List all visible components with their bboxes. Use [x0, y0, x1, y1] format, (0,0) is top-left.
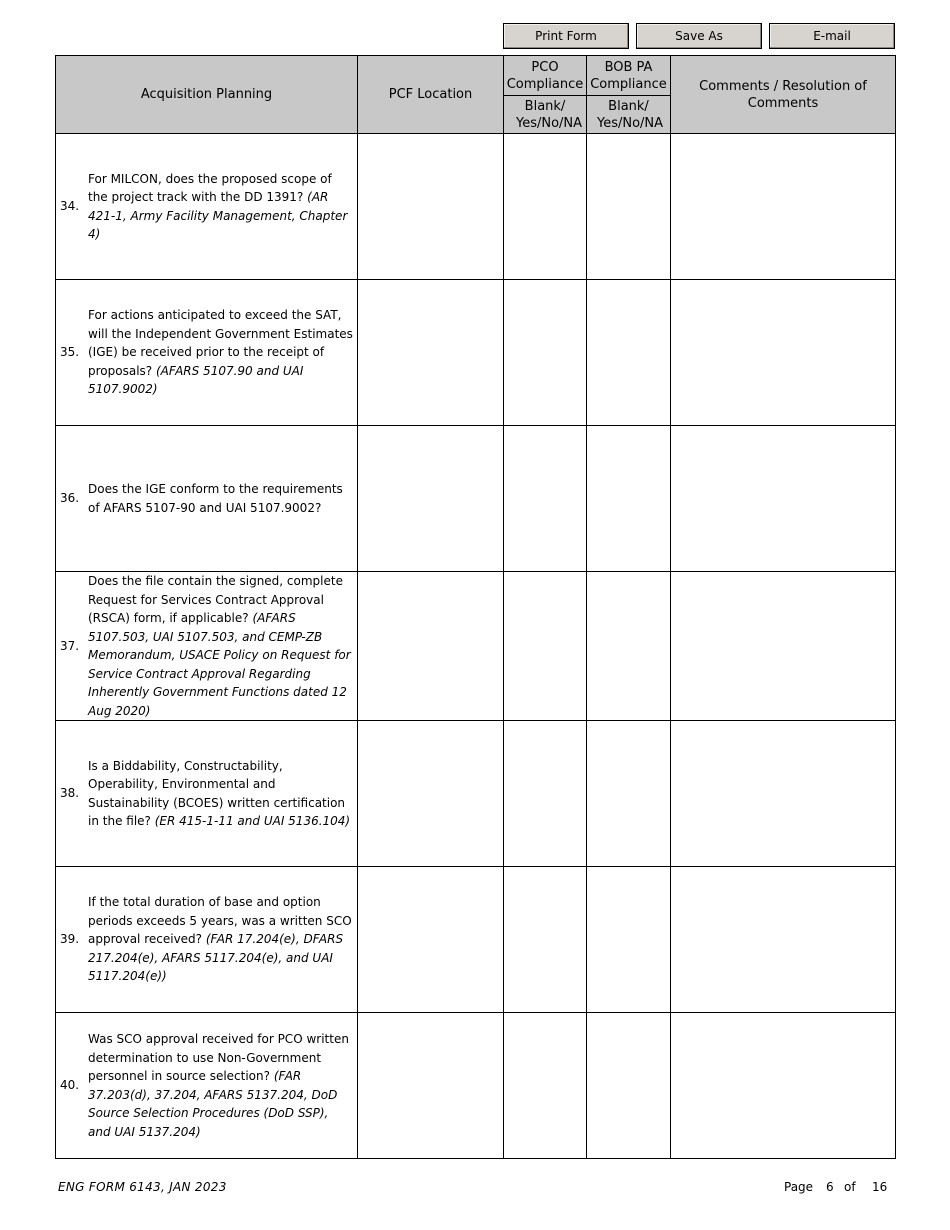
question-body: Does the IGE conform to the requirements of AFARS 5107-90 and UAI 5107.9002? — [88, 482, 343, 515]
of-label: of — [844, 1180, 856, 1194]
question-body: Does the file contain the signed, complete Request for Services Contract Approval (RSCA) form, if applicable? — [88, 574, 343, 625]
email-button[interactable]: E-mail — [769, 23, 895, 49]
pcf-location-field[interactable] — [358, 134, 504, 280]
question-citation: (FAR 17.204(e), DFARS 217.204(e), AFARS 5117.204(e), and UAI 5117.204(e)) — [88, 932, 344, 984]
header-bob-subheader: Blank/ Yes/No/NA — [587, 96, 671, 134]
pcf-location-field[interactable] — [358, 721, 504, 867]
question-text — [88, 757, 357, 831]
pcf-location-field[interactable] — [358, 280, 504, 426]
comments-field[interactable] — [671, 721, 896, 867]
question-citation: (AFARS 5107.503, UAI 5107.503, and CEMP-ZB Memorandum, USACE Policy on Request for Service Contract Approval Regarding Inherently Government Functions dated 12 Aug 2020) — [88, 611, 351, 718]
bob-pa-compliance-field[interactable] — [587, 280, 671, 426]
table-row — [56, 426, 896, 572]
question-cell — [56, 1013, 358, 1159]
table-row — [56, 572, 896, 721]
question-cell — [56, 134, 358, 280]
question-number: 36. — [60, 491, 80, 506]
pco-compliance-field[interactable] — [504, 1013, 587, 1159]
question-citation: (ER 415-1-11 and UAI 5136.104) — [154, 814, 351, 828]
page-total: 16 — [872, 1180, 888, 1194]
question-text — [88, 170, 357, 244]
question-cell — [56, 572, 358, 721]
comments-field[interactable] — [671, 426, 896, 572]
form-identifier: ENG FORM 6143, JAN 2023 — [58, 1180, 227, 1194]
question-text — [88, 480, 357, 517]
question-number: 40. — [60, 1078, 80, 1093]
header-pco-subheader: Blank/ Yes/No/NA — [504, 96, 587, 134]
table-row — [56, 1013, 896, 1159]
save-as-button[interactable]: Save As — [636, 23, 762, 49]
question-body: Is a Biddability, Constructability, Operability, Environmental and Sustainability (BCOES) written certification in the file? — [88, 758, 346, 828]
question-cell — [56, 721, 358, 867]
pco-compliance-field[interactable] — [504, 721, 587, 867]
question-body: If the total duration of base and option periods exceeds 5 years, was a written SCO approval received? — [88, 895, 352, 947]
table-row — [56, 867, 896, 1013]
header-pcf-location: PCF Location — [358, 56, 504, 134]
pcf-location-field[interactable] — [358, 867, 504, 1013]
question-body: For actions anticipated to exceed the SAT, will the Independent Government Estimates (IGE) be received prior to the receipt of proposals? — [88, 308, 353, 378]
question-text — [88, 893, 357, 986]
question-cell — [56, 867, 358, 1013]
bob-pa-compliance-field[interactable] — [587, 572, 671, 721]
question-cell — [56, 280, 358, 426]
question-citation: (FAR 37.203(d), 37.204, AFARS 5137.204, DoD Source Selection Procedures (DoD SSP), and UAI 5137.204) — [88, 1069, 338, 1139]
pco-compliance-field[interactable] — [504, 426, 587, 572]
page-number: 6 — [826, 1180, 834, 1194]
question-number: 39. — [60, 932, 80, 947]
question-number: 37. — [60, 638, 80, 653]
comments-field[interactable] — [671, 572, 896, 721]
acquisition-planning-table — [55, 55, 896, 1159]
question-citation: (AFARS 5107.90 and UAI 5107.9002) — [88, 363, 304, 397]
question-text — [88, 1030, 357, 1141]
print-form-button[interactable]: Print Form — [503, 23, 629, 49]
question-number: 35. — [60, 345, 80, 360]
question-number: 38. — [60, 786, 80, 801]
comments-field[interactable] — [671, 1013, 896, 1159]
pco-compliance-field[interactable] — [504, 134, 587, 280]
table-row — [56, 280, 896, 426]
table-row — [56, 134, 896, 280]
question-number: 34. — [60, 199, 80, 214]
pco-compliance-field[interactable] — [504, 572, 587, 721]
bob-pa-compliance-field[interactable] — [587, 867, 671, 1013]
question-text — [88, 306, 357, 399]
bob-pa-compliance-field[interactable] — [587, 1013, 671, 1159]
page-indicator — [784, 1180, 887, 1194]
pcf-location-field[interactable] — [358, 572, 504, 721]
pcf-location-field[interactable] — [358, 1013, 504, 1159]
page-label: Page — [784, 1180, 814, 1194]
pco-compliance-field[interactable] — [504, 280, 587, 426]
bob-pa-compliance-field[interactable] — [587, 426, 671, 572]
comments-field[interactable] — [671, 867, 896, 1013]
question-citation: (AR 421-1, Army Facility Management, Chapter 4) — [88, 190, 348, 241]
header-comments: Comments / Resolution of Comments — [671, 56, 896, 134]
header-acquisition-planning: Acquisition Planning — [56, 56, 358, 134]
comments-field[interactable] — [671, 280, 896, 426]
pco-compliance-field[interactable] — [504, 867, 587, 1013]
question-body: Was SCO approval received for PCO written determination to use Non-Government personnel in source selection? — [88, 1032, 349, 1083]
header-pco-compliance: PCO Compliance — [504, 56, 587, 96]
question-cell — [56, 426, 358, 572]
bob-pa-compliance-field[interactable] — [587, 134, 671, 280]
header-bob-pa-compliance: BOB PA Compliance — [587, 56, 671, 96]
table-row — [56, 721, 896, 867]
bob-pa-compliance-field[interactable] — [587, 721, 671, 867]
comments-field[interactable] — [671, 134, 896, 280]
question-text — [88, 572, 357, 720]
question-body: For MILCON, does the proposed scope of the project track with the DD 1391? — [88, 171, 332, 204]
pcf-location-field[interactable] — [358, 426, 504, 572]
